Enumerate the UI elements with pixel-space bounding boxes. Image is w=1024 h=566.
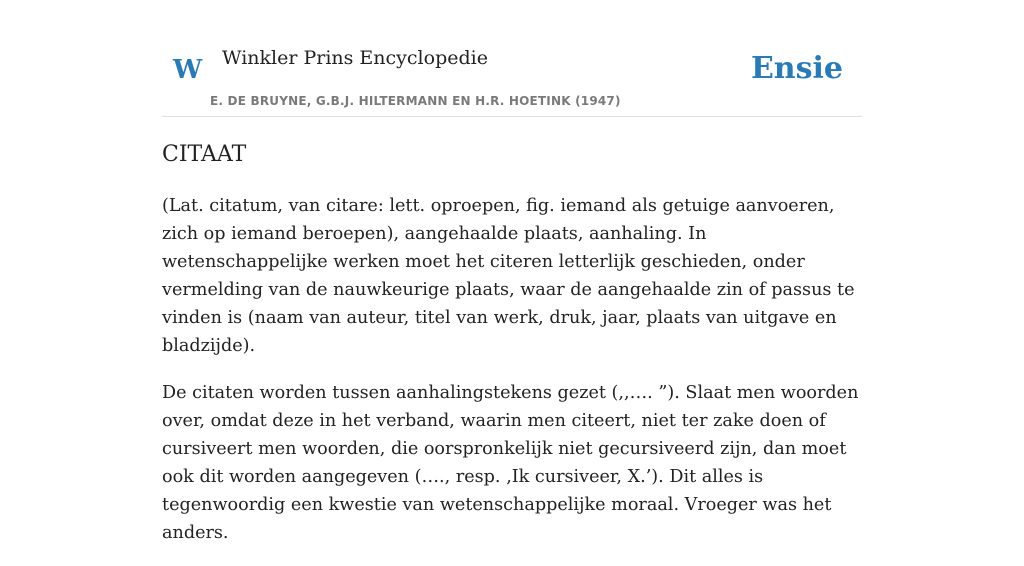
ensie-logo[interactable]: Ensie: [750, 51, 843, 86]
article-headword: CITAAT: [162, 142, 247, 167]
article-paragraph: (Lat. citatum, van citare: lett. oproepen, fig. iemand als getuige aanvoeren, zich op iemand beroepen), aangehaalde plaats, aanhaling. In wetenschappelijke werken moet het citeren letterlijk geschieden, onder vermelding van de nauwkeurige plaats, waar de aangehaalde zin of passus te vinden is (naam van auteur, titel van werk, druk, jaar, plaats van uitgave en bladzijde).: [162, 196, 855, 356]
article-body: [162, 192, 862, 566]
article-paragraph: De citaten worden tussen aanhalingstekens gezet (,,…. ”). Slaat men woorden over, omdat deze in het verband, waarin men citeert, niet ter zake doen of cursiveert men woorden, die oorspronkelijk niet gecursiveerd zijn, dan moet ook dit worden aangegeven (…., resp. ‚Ik cursiveer, X.’). Dit alles is tegenwoordig een kwestie van wetenschappelijke moraal. Vroeger was het anders.: [162, 383, 859, 543]
encyclopedia-title-link[interactable]: Winkler Prins Encyclopedie: [222, 47, 488, 69]
encyclopedia-header: [162, 0, 862, 117]
winkler-prins-logo[interactable]: W: [173, 55, 203, 85]
authors-line: E. DE BRUYNE, G.B.J. HILTERMANN EN H.R. HOETINK (1947): [210, 94, 621, 108]
